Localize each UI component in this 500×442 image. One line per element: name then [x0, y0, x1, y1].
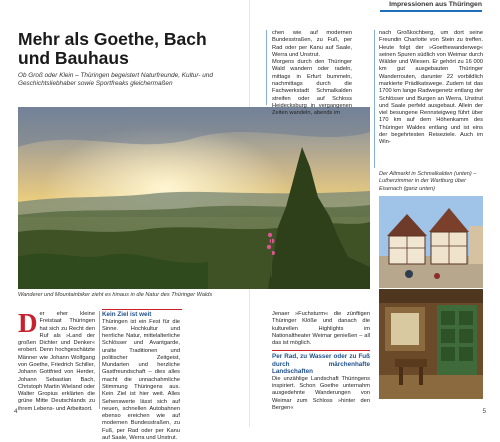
column-3-text: chen wie auf modernen Bundesstraßen, zu Fuß, per Rad oder per Kanu auf Saale, Werra und Unstrut.	[272, 30, 352, 59]
lutherzimmer-photo	[379, 289, 483, 399]
header-rule	[380, 10, 482, 12]
heading-rule	[102, 309, 182, 310]
landscape-photo-caption: Wanderer und Mountainbiker zieht es hinaus in die Natur des Thüringer Walds	[18, 292, 318, 299]
column-3-text-2: Morgens durch den Thüringer Wald wandern oder radeln, mittags in Erfurt bummeln, nachmittags durch die Fachwerkstadt Schmalkalden streifen oder auf Schloss Heidecksburg in vergangenen Zeiten wandeln, abends im	[272, 59, 352, 117]
column-4	[272, 311, 370, 409]
column-1	[18, 311, 95, 409]
column-4-text-2: Die unzählige Landschaft Thüringens inspiriert. Schon Goethe unternahm ausgedehnte Wanderungen von Weimar zum Schloss »hinter den Bergen«	[272, 376, 370, 412]
page-number-right: 5	[482, 408, 486, 415]
landscape-photo	[18, 107, 370, 289]
column-3	[272, 30, 352, 105]
page-title-line2: und Bauhaus	[18, 49, 258, 68]
page-title-line1: Mehr als Goethe, Bach	[18, 30, 258, 49]
column-4-text: Jenaer »Fuchsturm« die zünftigen Thüringer Klöße und danach die kulturellen Highlights im Nationaltheater Weimar genießen – all das ist möglich.	[272, 311, 370, 347]
section-title: Impressionen aus Thüringen	[385, 1, 482, 8]
column-2	[102, 311, 180, 409]
column-5-text: nach Großkochberg, um dort seine Freundin Charlotte von Stein zu treffen. Heute folgt der »Goethewanderweg« seinen Spuren südlich von Weimar durch Wälder und Wiesen. Er gehört zu 16 000 km gut ausgebauten Thüringer Wanderrouten, darunter 22 vorbildlich markierte Prädikatswege. Zudem ist das 1700 km lange Radwegenetz entlang der Schlösser und Burgen an Werra, Unstrut und Saale perfekt ausgebaut. Allein der viel besungene Rennsteigweg führt über 170 km auf dem Höhenkamm des Thüringer Waldes entlang und ist eins der begehrtesten Reiseziele. Auch im Win-	[379, 30, 483, 147]
column-separator	[374, 30, 375, 168]
column-separator	[99, 311, 100, 409]
column-1-text: er eher kleine Freistaat Thüringen hat sich zu Recht den Ruf als »Land der großen Dichter und Denker« erobert. Denn hochgeschätzte Männer wie Johann Wolfgang von Goethe, Friedrich Schiller, Johann Gottfried von Herder, Johann Sebastian Bach, Christoph Martin Wieland oder Walter Gropius erklärten die grüne Mitte Deutschlands zu ihrem Lebens- und Arbeitsort.	[18, 311, 95, 412]
column-separator	[266, 30, 267, 105]
column-2-heading: Kein Ziel ist weit	[102, 311, 180, 319]
heading-rule	[272, 350, 370, 351]
column-5	[379, 30, 483, 168]
right-photos-caption: Der Altmarkt in Schmalkalden (unten) – Lutherzimmer in der Wartburg über Eisenach (ganz unten)	[379, 171, 483, 193]
dropcap: D	[18, 312, 38, 334]
column-4-heading: Per Rad, zu Wasser oder zu Fuß durch märchenhafte Landschaften	[272, 353, 370, 376]
altmarkt-photo	[379, 196, 483, 288]
column-2-text: Thüringen ist ein Fest für die Sinne. Hochkultur und herrliche Natur, mittelalterliche Schlösser und Avantgarde, uralte Traditionen und politischer Zeitgeist, Mundarten und herzliche Gastfreundschaft – dies alles macht die unnachahmliche Stimmung Thüringens aus. Kein Ziel ist hier weit. Alles Sehenswerte lässt sich auf neuen, schnellen Autobahnen ebenso ereichen wie auf modernen Bundesstraßen, zu Fuß, per Rad oder per Kanu auf Saale, Werra und Unstrut.	[102, 319, 180, 442]
page-number-left: 4	[14, 408, 18, 415]
page-title	[18, 30, 258, 68]
subhead: Ob Groß oder Klein – Thüringen begeistert Naturfreunde, Kultur- und Geschichtsliebhaber sowie Sportfreaks gleichermaßen	[18, 72, 258, 89]
